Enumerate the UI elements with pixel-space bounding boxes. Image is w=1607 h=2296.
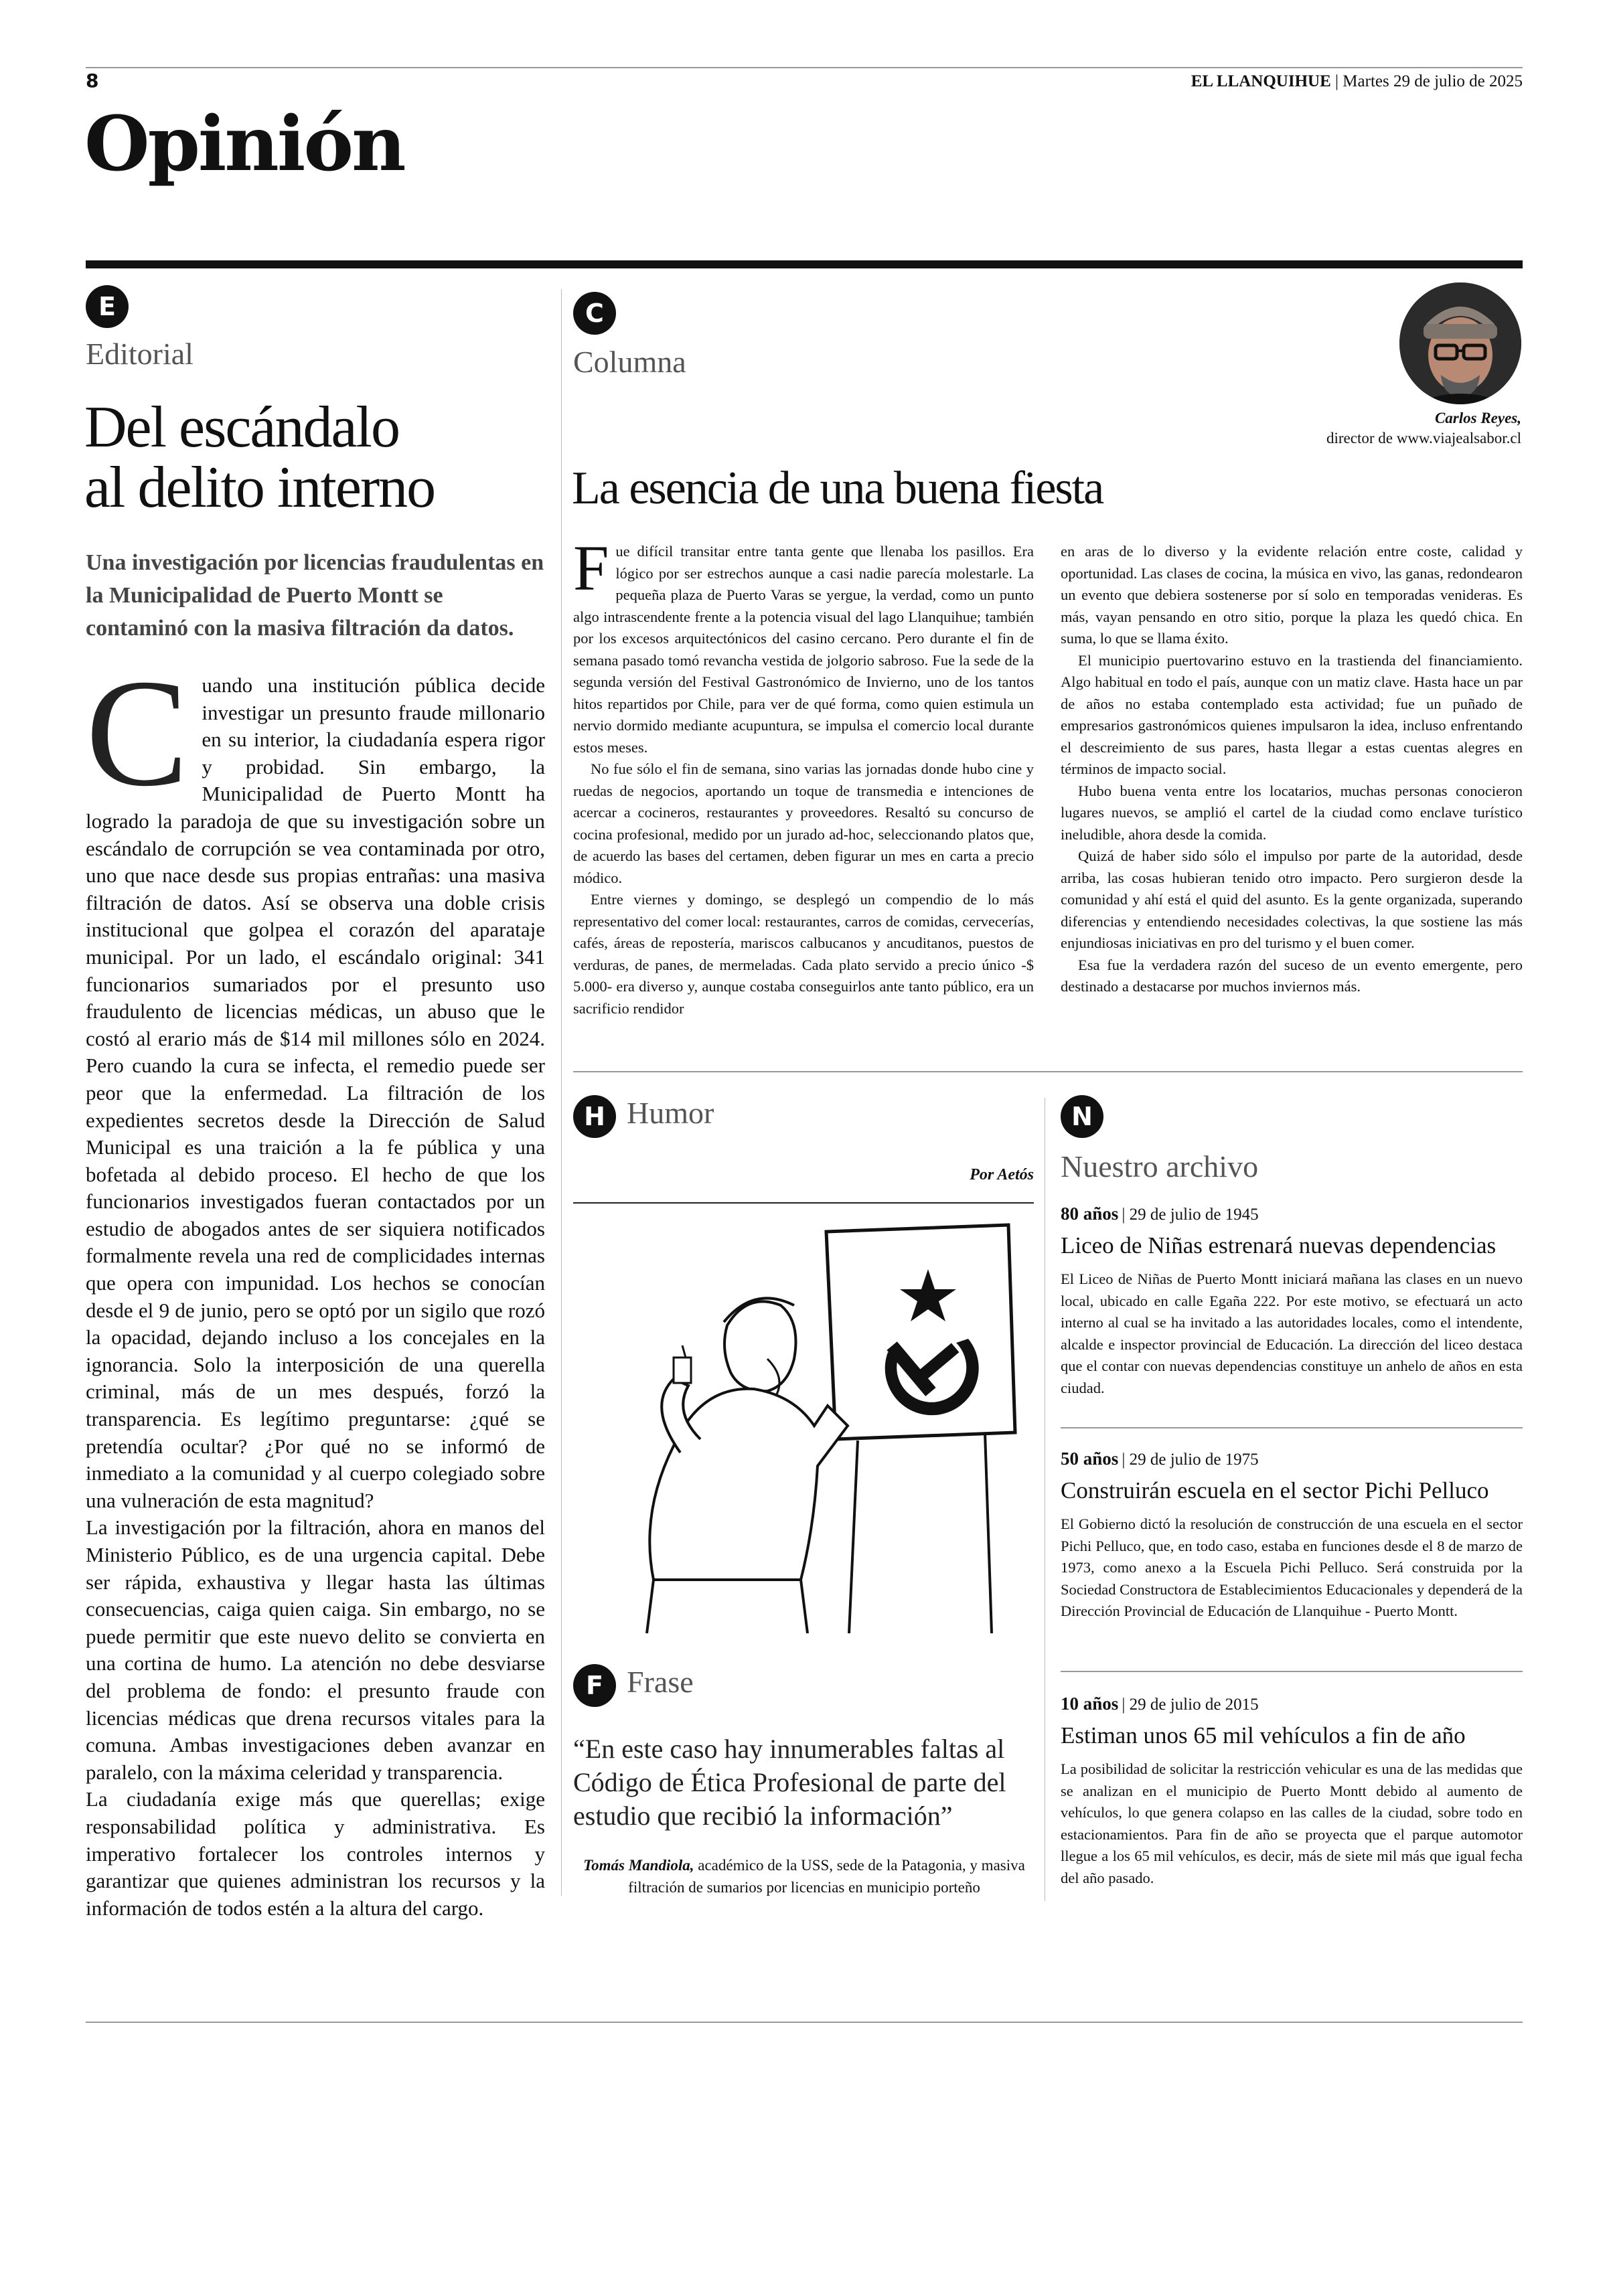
frase-author-detail: académico de la USS, sede de la Patagonia, y masiva filtración de sumarios por licencias en municipio porteño (628, 1857, 1025, 1896)
column-dropcap: F (573, 532, 609, 604)
archive-divider (1061, 1427, 1523, 1428)
column-paragraph: No fue sólo el fin de semana, sino varias las jornadas donde hubo cine y ruedas de negocios, aportando un toque de transmedia e intenciones de acercar a cocineros, restaurantes y proveedores. Resaltó su concurso de cocina profesional, medido por un jurado ad-hoc, seleccionando platos que, de acuerdo las bases del certamen, deben figurar un mes en carta a precio módico. (573, 760, 1034, 886)
column-headline: La esencia de una buena fiesta (572, 463, 1103, 514)
archive-years: 50 años (1061, 1449, 1119, 1469)
archive-item (1061, 1694, 1523, 1889)
column-paragraph: Entre viernes y domingo, se desplegó un compendio de lo más representativo del comer local: restaurantes, carros de comidas, cervecerías, cafés, áreas de repostería, mariscos calbucanos y ancuditanos, puestos de verduras, de panes, de mermeladas. Cada plato servido a precio único -$ 5.000- era diverso y, aunque costaba conseguirlos ante tanto público, era un sacrificio rendidor (573, 891, 1034, 1017)
humor-badge: H (573, 1095, 616, 1138)
editorial-paragraph: La ciudadanía exige más que querellas; exige responsabilidad política y administrativa. Es imperativo fortalecer los controles internos y garantizar que quienes administran los recursos y la información de todos estén a la altura del cargo. (86, 1787, 545, 1920)
frase-badge: F (573, 1664, 616, 1707)
editorial-headline-line1: Del escándalo (84, 395, 399, 460)
column-paragraph: Esa fue la verdadera razón del suceso de un evento emergente, pero destinado a destacarse por muchos inviernos más. (1061, 956, 1523, 995)
archive-body: El Gobierno dictó la resolución de construcción de una escuela en el sector Pichi Pelluco, que, en todo caso, estaba en funciones desde el 8 de marzo de 1973, como anexo a la Escuela Pichi Pelluco. Será construida por la Sociedad Constructora de Establecimientos Educacionales y dependerá de la Dirección Provincial de Educación de Llanquihue - Puerto Montt. (1061, 1515, 1523, 1619)
cartoon-image (573, 1205, 1034, 1633)
archive-title: Estiman unos 65 mil vehículos a fin de año (1061, 1722, 1466, 1748)
archive-badge: N (1061, 1095, 1103, 1138)
issue-date: Martes 29 de julio de 2025 (1343, 72, 1523, 90)
masthead: EL LLANQUIHUE | Martes 29 de julio de 2025 (1191, 72, 1523, 90)
author-photo (1399, 282, 1521, 404)
editorial-headline-line2: al delito interno (84, 455, 435, 520)
archive-item (1061, 1449, 1523, 1623)
editorial-label: Editorial (86, 337, 194, 371)
frase-attribution (573, 1854, 1035, 1898)
archive-title: Construirán escuela en el sector Pichi Pelluco (1061, 1477, 1489, 1503)
archive-date: | 29 de julio de 1945 (1122, 1206, 1259, 1224)
top-rule (86, 67, 1523, 68)
column-divider (561, 289, 562, 1896)
archive-divider (1061, 1671, 1523, 1672)
column-label: Columna (573, 345, 686, 379)
page-number: 8 (86, 70, 99, 92)
humor-byline: Por Aetós (970, 1166, 1034, 1183)
frase-quote: “En este caso hay innumerables faltas al Código de Ética Profesional de parte del estudio que recibió la información” (573, 1734, 1006, 1831)
column-paragraph: en aras de lo diverso y la evidente relación entre coste, calidad y oportunidad. Las clases de cocina, la música en vivo, las ganas, redondearon un evento que debiera sostenerse por sí solo en temporadas venideras. Es más, vayan pensando en otro sitio, porque la plaza les quedó chica. En suma, lo que se llama éxito. (1061, 543, 1523, 647)
archive-date: | 29 de julio de 2015 (1122, 1696, 1259, 1714)
publication-name: EL LLANQUIHUE (1191, 72, 1331, 90)
humor-label: Humor (627, 1096, 714, 1130)
column-paragraph: Hubo buena venta entre los locatarios, muchas personas conocieron lugares nuevos, se amplió el cartel de la ciudad como enclave turístico ineludible, ahora desde la comida. (1061, 782, 1523, 843)
column-paragraph: El municipio puertovarino estuvo en la trastienda del financiamiento. Algo habitual en todo el país, aunque con un matiz clave. Hasta hace un par de años no estaba contemplado esta actividad; fue un puñado de empresarios gastronómicos quienes impulsaron la idea, incluso enfrentando el descreimiento de sus pares, hasta llegar a estas cuentas alegres en términos de impacto social. (1061, 651, 1523, 777)
editorial-paragraph: uando una institución pública decide investigar un presunto fraude millonario en su interior, la ciudadanía espera rigor y probidad. Sin embargo, la Municipalidad de Puerto Montt ha logrado la paradoja de que su investigación sobre un escándalo de corrupción se vea contaminada por otro, uno que nace desde sus propias entrañas: una masiva filtración de datos. Así se observa una doble crisis institucional que golpea el corazón del aparataje municipal. Por un lado, el escándalo original: 341 funcionarios sumariados por el presunto uso fraudulento de licencias médicas, un abuso que le costó al erario más de $14 mil millones sólo en 2024. Pero cuando la cura se infecta, el remedio puede ser peor que la enfermedad. La filtración de los expedientes secretos desde la Dirección de Salud Municipal es una traición a la fe pública y una bofetada al debido proceso. El hecho de que los funcionarios investigados fueran contactados por un estudio de abogados antes de ser siquiera notificados formalmente revela una red de complicidades internas que opera con impunidad. Los hechos se conocían desde el 9 de junio, pero se optó por un sigilo que rozó la opacidad, dejando incluso a los concejales en la ignorancia. Solo la interposición de una querella criminal, más de un mes después, forzó la transparencia. Es legítimo preguntarse: ¿qué se pretendía ocultar? ¿Por qué no se informó de inmediato a la comunidad y al cuerpo colegiado sobre una vulneración de esta magnitud? (86, 673, 545, 1512)
section-title: Opinión (84, 100, 404, 188)
archive-body: El Liceo de Niñas de Puerto Montt iniciará mañana las clases en un nuevo local, ubicado en calle Egaña 222. Por este motivo, se efectuará un acto interno al cual se ha invitado a las autoridades locales, como el intendente, alcalde e inspector provincial de Educación. La dirección del liceo destaca que el contar con nuevas dependencias constituye un anhelo de años en esta ciudad. (1061, 1270, 1523, 1396)
column-body-left (573, 532, 1034, 1019)
cartoon (573, 1205, 1034, 1633)
author-role: director de www.viajealsabor.cl (1326, 430, 1521, 446)
archive-title: Liceo de Niñas estrenará nuevas dependencias (1061, 1232, 1497, 1258)
section-rule (86, 260, 1523, 268)
editorial-paragraph: La investigación por la filtración, ahora en manos del Ministerio Público, es de una urgencia capital. Debe ser rápida, exhaustiva y llegar hasta las últimas consecuencias, caiga quien caiga. Sin embargo, no se puede permitir que este nuevo delito se convierta en una cortina de humo. La atención no debe desviarse del problema de fondo: el presunto fraude con licencias médicas que drena recursos vitales para la comuna. Ambas investigaciones deben avanzar en paralelo, con la máxima celeridad y transparencia. (86, 1515, 545, 1784)
column-paragraph: Quizá de haber sido sólo el impulso por parte de la autoridad, desde arriba, las cosas hubieran tenido otro impacto. Pero surgieron desde la comunidad y ahí está el quid del asunto. Es la gente organizada, superando diferencias y entendiendo necesidades colectivas, la que sostiene las más enjundiosas iniciativas en pro del turismo y el buen comer. (1061, 847, 1523, 951)
page-bottom-rule (86, 2022, 1523, 2023)
column-body-right (1061, 541, 1523, 998)
author-name: Carlos Reyes, (1434, 410, 1521, 426)
column-paragraph: ue difícil transitar entre tanta gente que llenaba los pasillos. Era lógico por ser estrechos aunque a casi nadie parecía molestarle. La pequeña plaza de Puerto Varas se yergue, la verdad, como un punto algo intrascendente frente a la potencia visual del lago Llanquihue; también por los excesos arquitectónicos del casino cercano. Pero durante el fin de semana pasado tomó revancha vestida de jolgorio sabroso. Fue la sede de la segunda versión del Festival Gastronómico de Invierno, uno de los tantos hitos repartidos por Chile, para ver de qué forma, como quien estimula un nervio dormido mediante acupuntura, se impulsa el comercio local durante estos meses. (573, 543, 1034, 756)
archive-years: 10 años (1061, 1694, 1119, 1714)
archive-years: 80 años (1061, 1204, 1119, 1224)
archive-body: La posibilidad de solicitar la restricción vehicular es una de las medidas que se analizan en el municipio de Puerto Montt debido al aumento de vehículos, lo que genera colapso en las calles de la ciudad, sobre todo en estacionamientos. Para fin de año se proyecta que el parque automotor llegue a los 65 mil vehículos, es decir, más de siete mil más que igual fecha del año pasado. (1061, 1760, 1523, 1886)
archive-item (1061, 1204, 1523, 1399)
editorial-dropcap: C (86, 647, 189, 818)
archive-date: | 29 de julio de 1975 (1122, 1451, 1259, 1469)
editorial-headline (84, 395, 435, 520)
archive-label: Nuestro archivo (1061, 1149, 1259, 1183)
editorial-lead: Una investigación por licencias fraudulentas en la Municipalidad de Puerto Montt se contaminó con la masiva filtración da datos. (86, 550, 544, 641)
author-portrait-image (1399, 282, 1521, 404)
column-badge: C (573, 292, 616, 335)
column-bottom-rule (573, 1071, 1523, 1072)
frase-author: Tomás Mandiola, (583, 1857, 694, 1874)
cartoon-top-rule (573, 1202, 1034, 1204)
editorial-body (86, 647, 545, 1922)
frase-label: Frase (627, 1665, 694, 1699)
editorial-badge: E (86, 285, 129, 328)
